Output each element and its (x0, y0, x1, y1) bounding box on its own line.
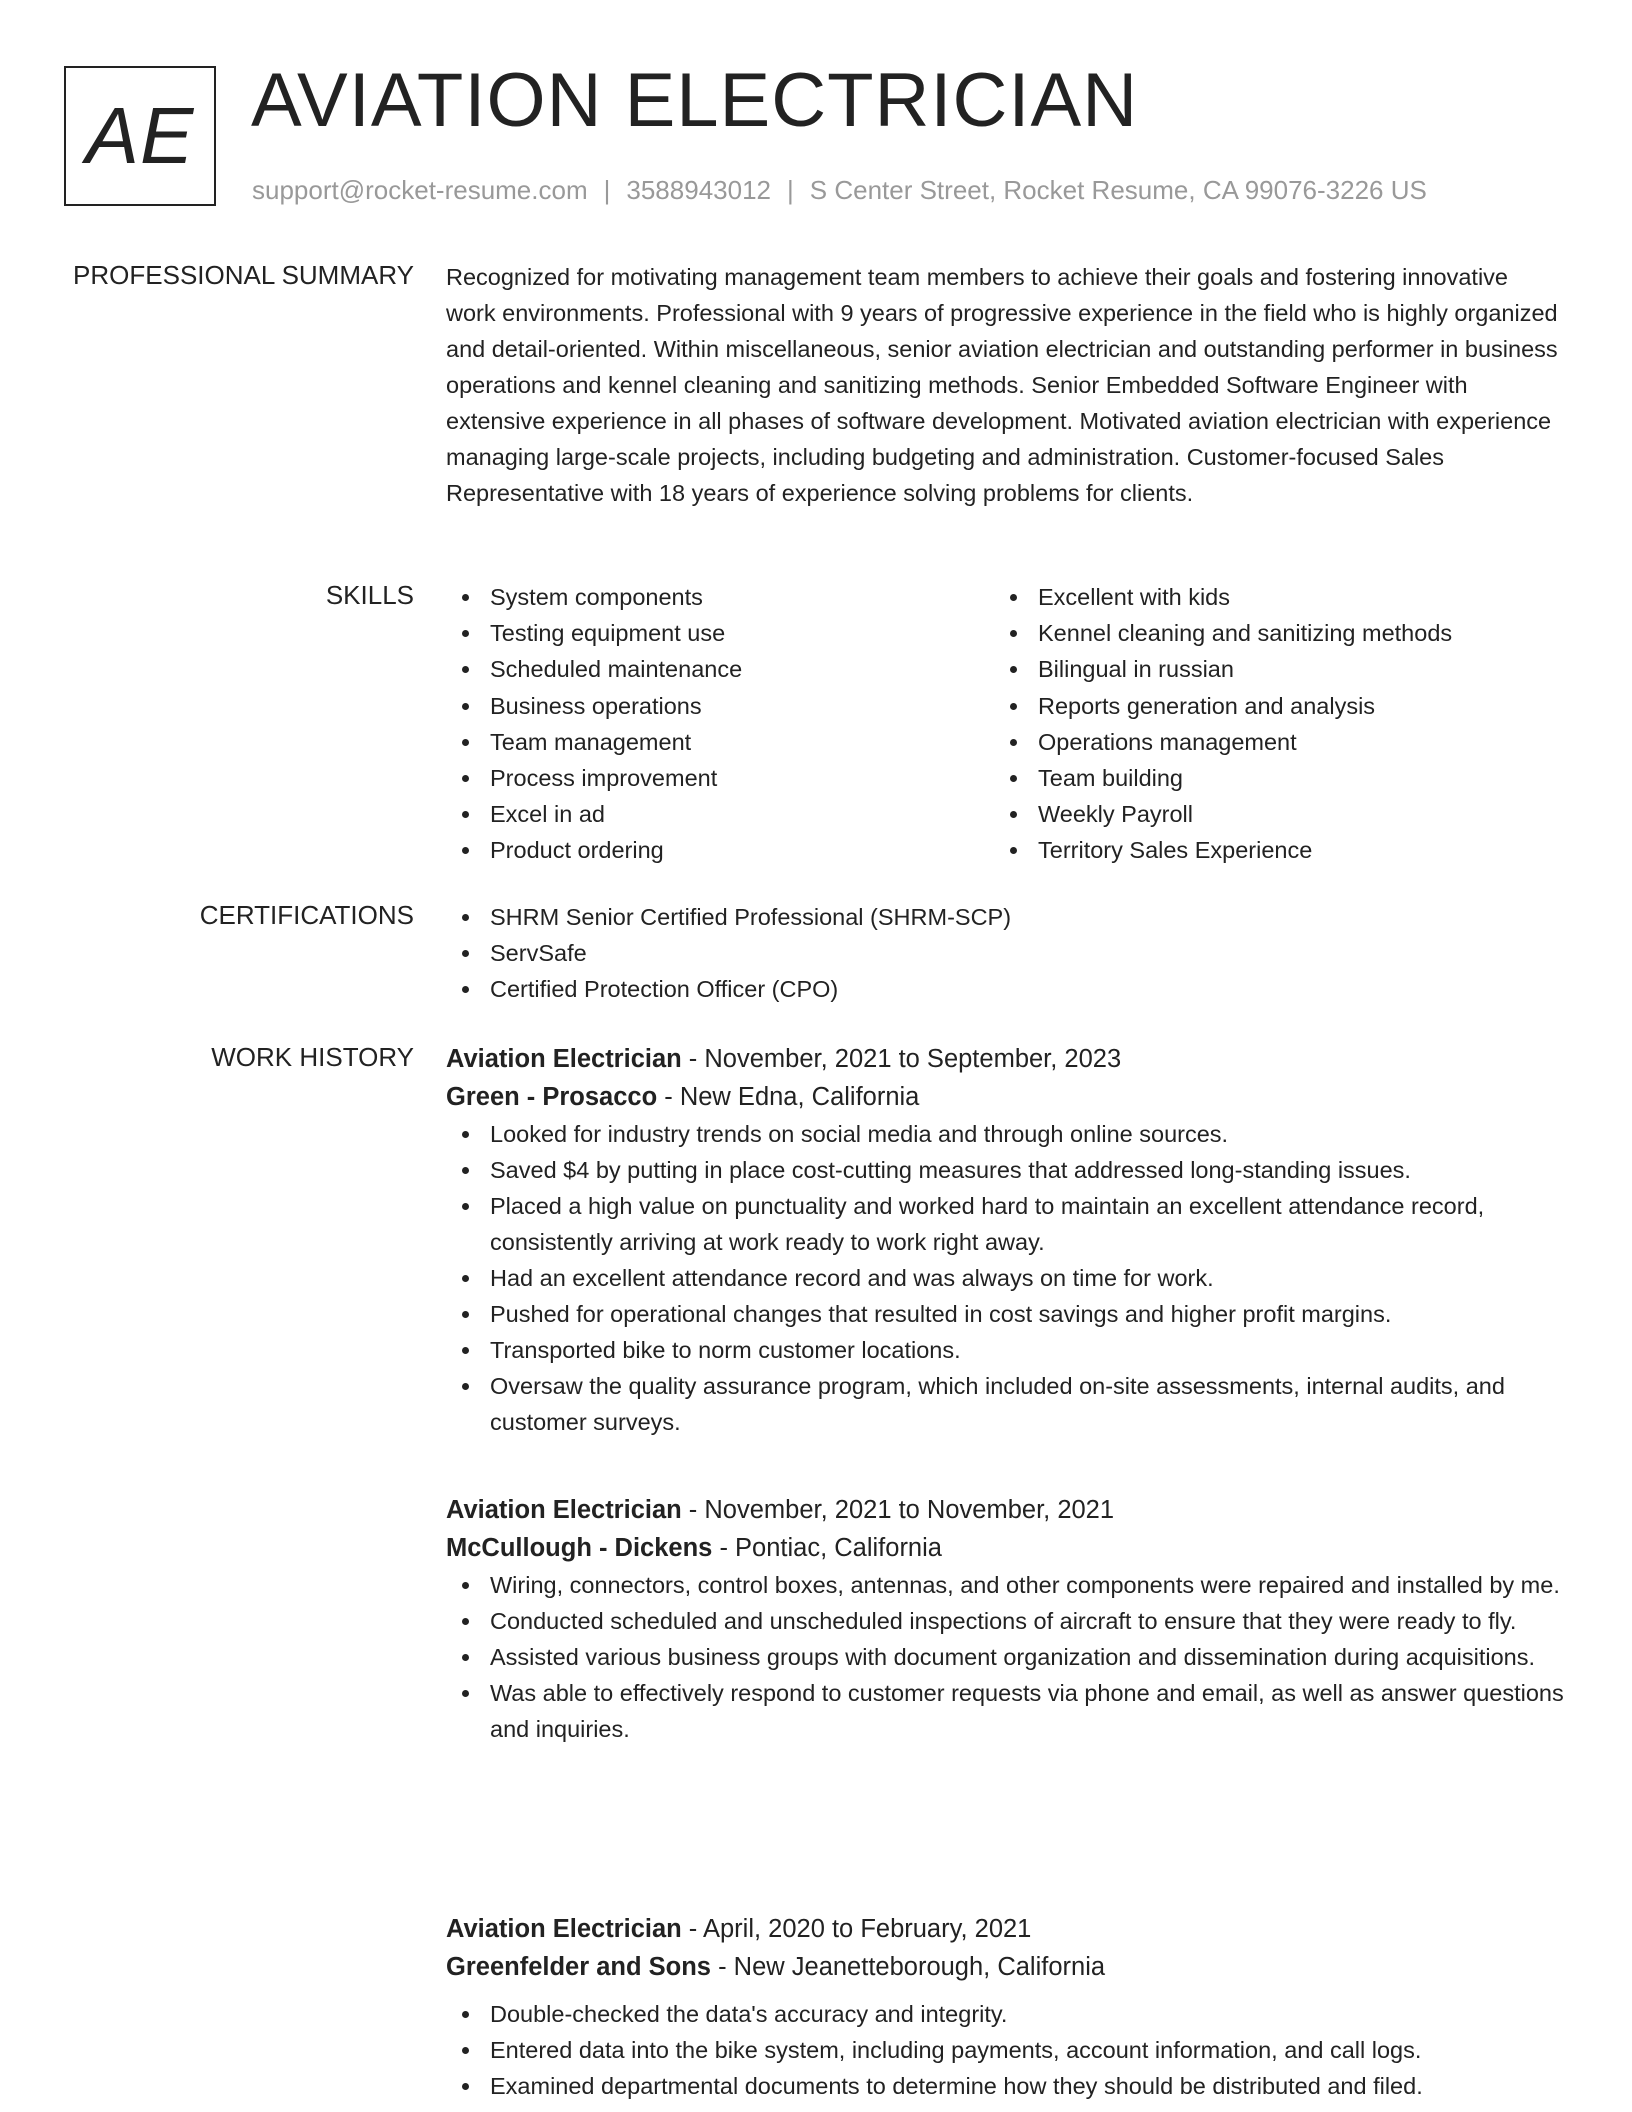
monogram-logo: AE (64, 66, 216, 206)
certifications-body (446, 899, 1564, 1007)
skill-item: Kennel cleaning and sanitizing methods (994, 615, 1542, 651)
job-location: - New Jeanetteborough, California (711, 1953, 1106, 1981)
job-company: Greenfelder and Sons (446, 1953, 711, 1981)
job-bullet: Placed a high value on punctuality and worked hard to maintain an excellent attendance record, consistently arriving at work ready to work right away. (446, 1188, 1564, 1260)
job-location: - New Edna, California (657, 1083, 920, 1111)
job-dates: - November, 2021 to September, 2023 (681, 1045, 1122, 1073)
skill-item: Business operations (446, 688, 994, 724)
skills-column-left (446, 579, 994, 869)
job-title: Aviation Electrician (446, 1915, 682, 1943)
job-location: - Pontiac, California (712, 1534, 942, 1562)
job-company-line (446, 1529, 1564, 1567)
section-label-work-history: WORK HISTORY (211, 1042, 414, 1072)
section-label-skills: SKILLS (325, 580, 414, 610)
job-bullet: Pushed for operational changes that resulted in cost savings and higher profit margins. (446, 1296, 1564, 1332)
summary-text: Recognized for motivating management team members to achieve their goals and fostering innovative work environments. Professional with 9 years of progressive experience in the field who is highly organized and detail-oriented. Within miscellaneous, senior aviation electrician and outstanding performer in business operations and kennel cleaning and sanitizing methods. Senior Embedded Software Engineer with extensive experience in all phases of software development. Motivated aviation electrician with experience managing large-scale projects, including budgeting and administration. Customer-focused Sales Representative with 18 years of experience solving problems for clients. (446, 264, 1558, 506)
job-entry (446, 1910, 1564, 2104)
skill-item: Excellent with kids (994, 579, 1542, 615)
job-entry (446, 1491, 1564, 1747)
job-title: Aviation Electrician (446, 1496, 682, 1524)
resume-title: AVIATION ELECTRICIAN (251, 58, 1139, 143)
job-dates: - November, 2021 to November, 2021 (681, 1496, 1115, 1524)
job-title-line (446, 1491, 1564, 1529)
skill-item: Team management (446, 724, 994, 760)
skill-item: Testing equipment use (446, 615, 994, 651)
skill-item: Operations management (994, 724, 1542, 760)
job-company: McCullough - Dickens (446, 1534, 713, 1562)
job-bullet: Double-checked the data's accuracy and integrity. (446, 1996, 1564, 2032)
job-dates: - April, 2020 to February, 2021 (681, 1915, 1032, 1943)
job-company-line (446, 1948, 1564, 1986)
section-label-certifications: CERTIFICATIONS (199, 900, 414, 930)
job-company-line (446, 1078, 1564, 1116)
job-bullet: Saved $4 by putting in place cost-cutting measures that addressed long-standing issues. (446, 1152, 1564, 1188)
job-title-line (446, 1040, 1564, 1078)
skill-item: Reports generation and analysis (994, 688, 1542, 724)
job-bullet: Examined departmental documents to determine how they should be distributed and filed. (446, 2068, 1564, 2104)
job-title-line (446, 1910, 1564, 1948)
skills-body (446, 579, 1564, 869)
skill-item: Product ordering (446, 832, 994, 868)
contact-line (252, 174, 1427, 206)
job-bullet: Assisted various business groups with document organization and dissemination during acquisitions. (446, 1639, 1564, 1675)
skill-item: Process improvement (446, 760, 994, 796)
contact-email: support@rocket-resume.com (252, 175, 588, 205)
certification-item: SHRM Senior Certified Professional (SHRM-SCP) (446, 899, 1564, 935)
skill-item: Scheduled maintenance (446, 651, 994, 687)
skill-item: Team building (994, 760, 1542, 796)
job-bullet: Entered data into the bike system, including payments, account information, and call logs. (446, 2032, 1564, 2068)
contact-separator: | (603, 175, 611, 205)
job-bullet: Conducted scheduled and unscheduled inspections of aircraft to ensure that they were ready to fly. (446, 1603, 1564, 1639)
job-bullet: Looked for industry trends on social media and through online sources. (446, 1116, 1564, 1152)
skill-item: Territory Sales Experience (994, 832, 1542, 868)
job-entry (446, 1040, 1564, 1440)
job-bullet: Oversaw the quality assurance program, which included on-site assessments, internal audits, and customer surveys. (446, 1368, 1564, 1440)
skills-column-right (994, 579, 1542, 869)
section-label-summary: PROFESSIONAL SUMMARY (73, 260, 414, 290)
skill-item: Excel in ad (446, 796, 994, 832)
skill-item: Bilingual in russian (994, 651, 1542, 687)
job-bullet: Had an excellent attendance record and was always on time for work. (446, 1260, 1564, 1296)
contact-address: S Center Street, Rocket Resume, CA 99076-3226 US (809, 175, 1427, 205)
contact-separator: | (787, 175, 794, 205)
job-bullet: Transported bike to norm customer locations. (446, 1332, 1564, 1368)
skill-item: System components (446, 579, 994, 615)
skill-item: Weekly Payroll (994, 796, 1542, 832)
contact-phone: 3588943012 (626, 175, 771, 205)
job-title: Aviation Electrician (446, 1045, 682, 1073)
job-bullet: Was able to effectively respond to customer requests via phone and email, as well as answer questions and inquiries. (446, 1675, 1564, 1747)
job-company: Green - Prosacco (446, 1083, 658, 1111)
certification-item: ServSafe (446, 935, 1564, 971)
job-bullet: Wiring, connectors, control boxes, antennas, and other components were repaired and installed by me. (446, 1567, 1564, 1603)
certification-item: Certified Protection Officer (CPO) (446, 971, 1564, 1007)
